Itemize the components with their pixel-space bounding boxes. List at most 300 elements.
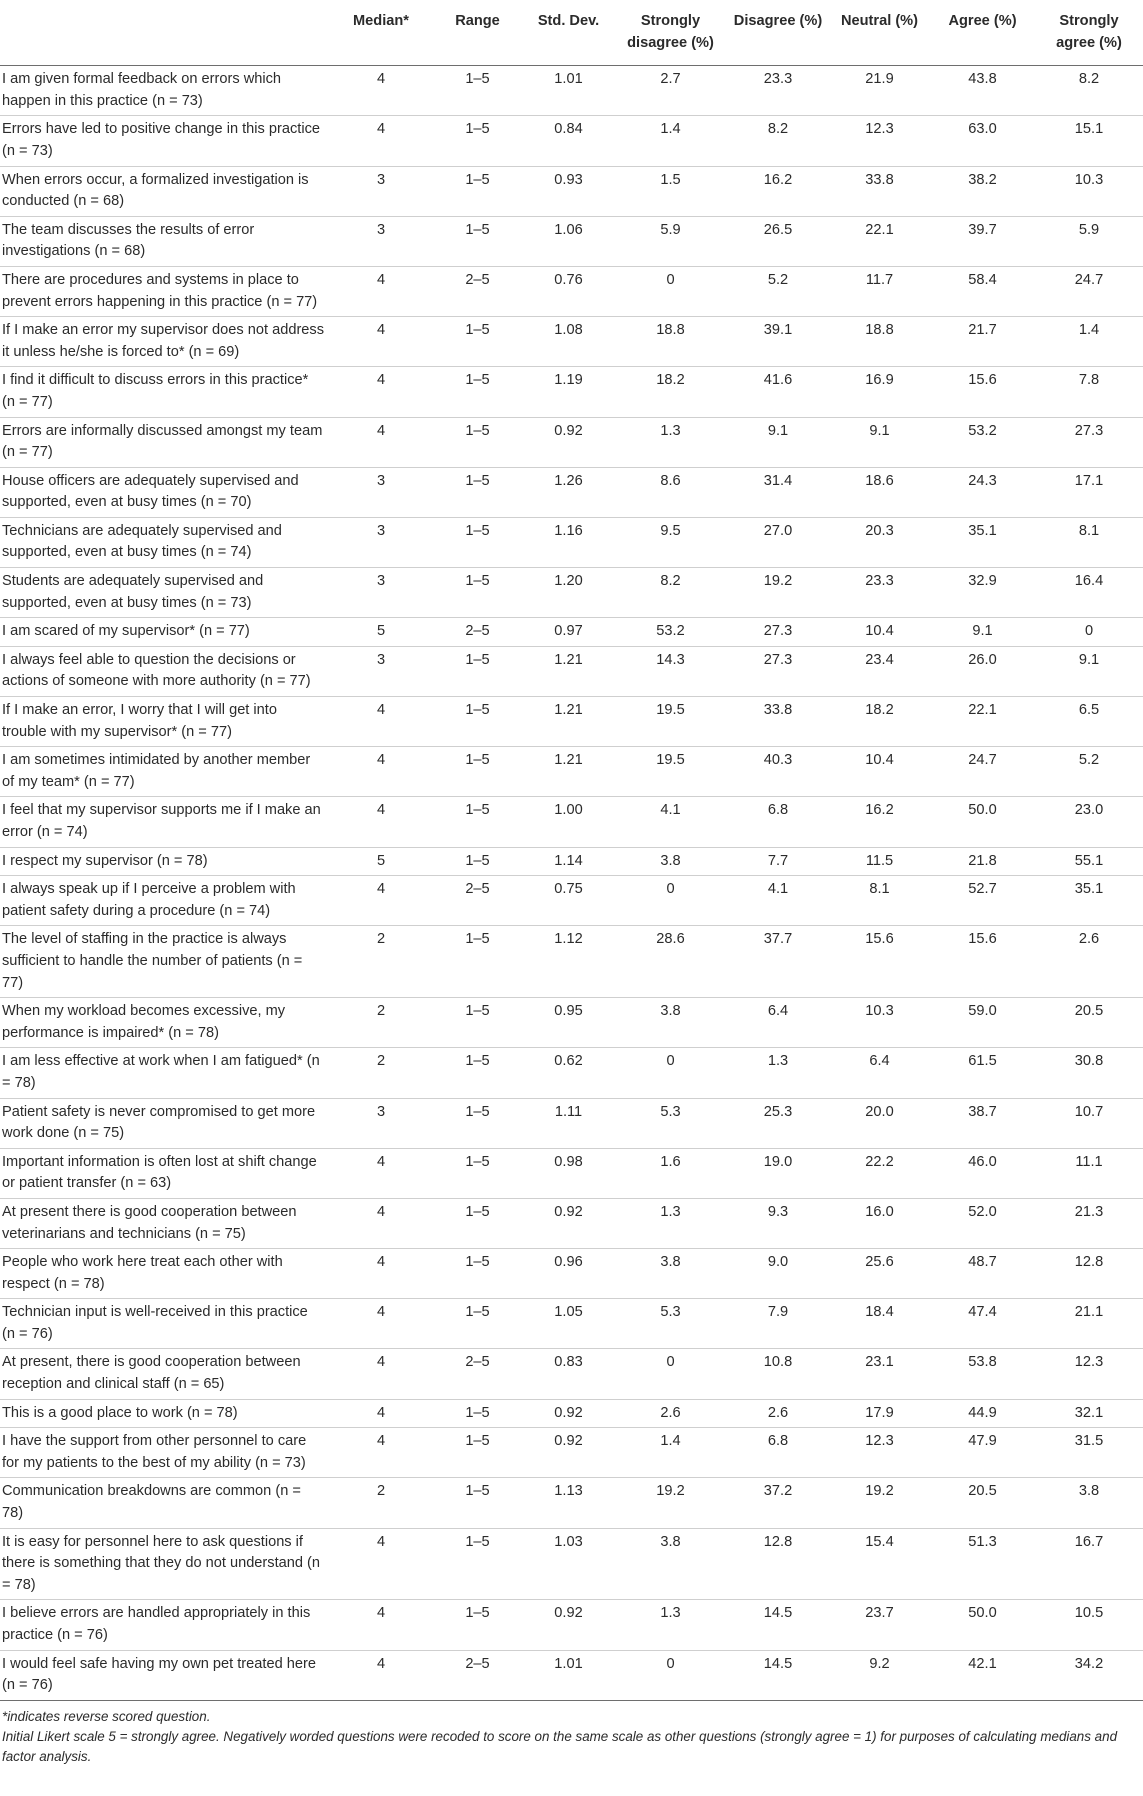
std-dev-cell: 0.93 bbox=[523, 166, 614, 216]
std-dev-cell: 1.01 bbox=[523, 1650, 614, 1700]
std-dev-cell: 0.83 bbox=[523, 1349, 614, 1399]
question-cell: I find it difficult to discuss errors in this practice* (n = 77) bbox=[0, 367, 330, 417]
agree-cell: 35.1 bbox=[930, 517, 1035, 567]
table-row bbox=[0, 876, 1143, 926]
range-cell: 1–5 bbox=[432, 1048, 523, 1098]
agree-cell: 39.7 bbox=[930, 216, 1035, 266]
agree-cell: 53.8 bbox=[930, 1349, 1035, 1399]
median-cell: 2 bbox=[330, 1048, 432, 1098]
std-dev-cell: 0.96 bbox=[523, 1249, 614, 1299]
strongly-agree-cell: 8.1 bbox=[1035, 517, 1143, 567]
range-cell: 1–5 bbox=[432, 1098, 523, 1148]
question-cell: Students are adequately supervised and supported, even at busy times (n = 73) bbox=[0, 568, 330, 618]
std-dev-cell: 1.00 bbox=[523, 797, 614, 847]
range-cell: 1–5 bbox=[432, 1428, 523, 1478]
std-dev-cell: 1.21 bbox=[523, 646, 614, 696]
table-row bbox=[0, 266, 1143, 316]
neutral-cell: 8.1 bbox=[829, 876, 930, 926]
table-header bbox=[0, 0, 1143, 66]
median-cell: 3 bbox=[330, 517, 432, 567]
disagree-cell: 41.6 bbox=[727, 367, 829, 417]
std-dev-cell: 0.92 bbox=[523, 1198, 614, 1248]
median-cell: 4 bbox=[330, 797, 432, 847]
strongly-agree-cell: 31.5 bbox=[1035, 1428, 1143, 1478]
median-cell: 4 bbox=[330, 317, 432, 367]
strongly-disagree-cell: 1.4 bbox=[614, 116, 727, 166]
neutral-cell: 15.4 bbox=[829, 1528, 930, 1600]
strongly-agree-cell: 10.7 bbox=[1035, 1098, 1143, 1148]
question-header bbox=[0, 0, 330, 66]
disagree-cell: 37.7 bbox=[727, 926, 829, 998]
neutral-cell: 9.2 bbox=[829, 1650, 930, 1700]
neutral-cell: 18.6 bbox=[829, 467, 930, 517]
strongly-disagree-cell: 8.2 bbox=[614, 568, 727, 618]
strongly-disagree-cell: 8.6 bbox=[614, 467, 727, 517]
std-dev-cell: 1.06 bbox=[523, 216, 614, 266]
std-dev-cell: 0.92 bbox=[523, 417, 614, 467]
disagree-cell: 12.8 bbox=[727, 1528, 829, 1600]
likert-scale-note: Initial Likert scale 5 = strongly agree. Negatively worded questions were recoded to score on the same scale as other questions (strongly agree = 1) for purposes of calculating medians and factor analysis. bbox=[2, 1728, 1118, 1764]
disagree-cell: 40.3 bbox=[727, 747, 829, 797]
table-row bbox=[0, 317, 1143, 367]
agree-cell: 50.0 bbox=[930, 797, 1035, 847]
neutral-cell: 10.4 bbox=[829, 747, 930, 797]
std-dev-cell: 1.14 bbox=[523, 847, 614, 876]
median-cell: 4 bbox=[330, 116, 432, 166]
agree-cell: 15.6 bbox=[930, 926, 1035, 998]
table-row bbox=[0, 166, 1143, 216]
neutral-cell: 9.1 bbox=[829, 417, 930, 467]
strongly-agree-cell: 11.1 bbox=[1035, 1148, 1143, 1198]
question-cell: House officers are adequately supervised and supported, even at busy times (n = 70) bbox=[0, 467, 330, 517]
neutral-cell: 18.2 bbox=[829, 697, 930, 747]
agree-cell: 59.0 bbox=[930, 998, 1035, 1048]
table-body bbox=[0, 66, 1143, 1701]
neutral-header: Neutral (%) bbox=[829, 0, 930, 66]
neutral-cell: 18.4 bbox=[829, 1299, 930, 1349]
std-dev-cell: 1.03 bbox=[523, 1528, 614, 1600]
table-row bbox=[0, 697, 1143, 747]
disagree-cell: 14.5 bbox=[727, 1650, 829, 1700]
strongly-agree-cell: 9.1 bbox=[1035, 646, 1143, 696]
agree-header: Agree (%) bbox=[930, 0, 1035, 66]
strongly-agree-cell: 12.8 bbox=[1035, 1249, 1143, 1299]
std-dev-cell: 1.01 bbox=[523, 66, 614, 116]
neutral-cell: 12.3 bbox=[829, 1428, 930, 1478]
strongly-agree-header: Strongly agree (%) bbox=[1035, 0, 1143, 66]
neutral-cell: 10.4 bbox=[829, 618, 930, 647]
disagree-cell: 7.9 bbox=[727, 1299, 829, 1349]
strongly-agree-cell: 24.7 bbox=[1035, 266, 1143, 316]
strongly-agree-cell: 21.3 bbox=[1035, 1198, 1143, 1248]
median-cell: 4 bbox=[330, 1600, 432, 1650]
strongly-agree-cell: 8.2 bbox=[1035, 66, 1143, 116]
median-cell: 4 bbox=[330, 367, 432, 417]
agree-cell: 9.1 bbox=[930, 618, 1035, 647]
range-cell: 2–5 bbox=[432, 618, 523, 647]
agree-cell: 47.9 bbox=[930, 1428, 1035, 1478]
neutral-cell: 22.1 bbox=[829, 216, 930, 266]
strongly-agree-cell: 5.2 bbox=[1035, 747, 1143, 797]
neutral-cell: 11.5 bbox=[829, 847, 930, 876]
disagree-cell: 2.6 bbox=[727, 1399, 829, 1428]
strongly-agree-cell: 55.1 bbox=[1035, 847, 1143, 876]
table-row bbox=[0, 797, 1143, 847]
std-dev-cell: 0.92 bbox=[523, 1428, 614, 1478]
strongly-agree-cell: 21.1 bbox=[1035, 1299, 1143, 1349]
question-cell: I am sometimes intimidated by another member of my team* (n = 77) bbox=[0, 747, 330, 797]
table-row bbox=[0, 517, 1143, 567]
strongly-disagree-cell: 5.9 bbox=[614, 216, 727, 266]
header-row bbox=[0, 0, 1143, 66]
agree-cell: 51.3 bbox=[930, 1528, 1035, 1600]
disagree-cell: 6.8 bbox=[727, 1428, 829, 1478]
median-cell: 5 bbox=[330, 847, 432, 876]
agree-cell: 48.7 bbox=[930, 1249, 1035, 1299]
strongly-disagree-cell: 53.2 bbox=[614, 618, 727, 647]
std-dev-cell: 0.92 bbox=[523, 1600, 614, 1650]
table-row bbox=[0, 646, 1143, 696]
agree-cell: 43.8 bbox=[930, 66, 1035, 116]
range-cell: 1–5 bbox=[432, 998, 523, 1048]
strongly-disagree-cell: 0 bbox=[614, 266, 727, 316]
strongly-disagree-cell: 1.6 bbox=[614, 1148, 727, 1198]
agree-cell: 20.5 bbox=[930, 1478, 1035, 1528]
median-cell: 4 bbox=[330, 266, 432, 316]
median-cell: 4 bbox=[330, 697, 432, 747]
range-header: Range bbox=[432, 0, 523, 66]
median-cell: 4 bbox=[330, 1249, 432, 1299]
disagree-cell: 19.0 bbox=[727, 1148, 829, 1198]
range-cell: 1–5 bbox=[432, 1478, 523, 1528]
disagree-cell: 10.8 bbox=[727, 1349, 829, 1399]
agree-cell: 63.0 bbox=[930, 116, 1035, 166]
strongly-disagree-cell: 5.3 bbox=[614, 1098, 727, 1148]
range-cell: 1–5 bbox=[432, 847, 523, 876]
neutral-cell: 15.6 bbox=[829, 926, 930, 998]
agree-cell: 21.7 bbox=[930, 317, 1035, 367]
strongly-disagree-cell: 5.3 bbox=[614, 1299, 727, 1349]
question-cell: It is easy for personnel here to ask questions if there is something that they do not understand (n = 78) bbox=[0, 1528, 330, 1600]
neutral-cell: 33.8 bbox=[829, 166, 930, 216]
strongly-agree-cell: 0 bbox=[1035, 618, 1143, 647]
table-row bbox=[0, 417, 1143, 467]
table-row bbox=[0, 1399, 1143, 1428]
range-cell: 1–5 bbox=[432, 797, 523, 847]
agree-cell: 22.1 bbox=[930, 697, 1035, 747]
agree-cell: 32.9 bbox=[930, 568, 1035, 618]
disagree-cell: 5.2 bbox=[727, 266, 829, 316]
strongly-disagree-cell: 0 bbox=[614, 1048, 727, 1098]
strongly-disagree-cell: 19.5 bbox=[614, 697, 727, 747]
question-cell: People who work here treat each other with respect (n = 78) bbox=[0, 1249, 330, 1299]
table-row bbox=[0, 467, 1143, 517]
strongly-agree-cell: 32.1 bbox=[1035, 1399, 1143, 1428]
disagree-cell: 16.2 bbox=[727, 166, 829, 216]
disagree-cell: 7.7 bbox=[727, 847, 829, 876]
neutral-cell: 22.2 bbox=[829, 1148, 930, 1198]
range-cell: 1–5 bbox=[432, 116, 523, 166]
disagree-cell: 9.0 bbox=[727, 1249, 829, 1299]
question-cell: I have the support from other personnel to care for my patients to the best of my ability (n = 73) bbox=[0, 1428, 330, 1478]
question-cell: When errors occur, a formalized investigation is conducted (n = 68) bbox=[0, 166, 330, 216]
median-cell: 4 bbox=[330, 1299, 432, 1349]
strongly-agree-cell: 2.6 bbox=[1035, 926, 1143, 998]
table-row bbox=[0, 116, 1143, 166]
median-cell: 3 bbox=[330, 568, 432, 618]
std-dev-cell: 1.26 bbox=[523, 467, 614, 517]
question-cell: Technician input is well-received in this practice (n = 76) bbox=[0, 1299, 330, 1349]
question-cell: At present there is good cooperation between veterinarians and technicians (n = 75) bbox=[0, 1198, 330, 1248]
neutral-cell: 16.0 bbox=[829, 1198, 930, 1248]
table-row bbox=[0, 618, 1143, 647]
neutral-cell: 17.9 bbox=[829, 1399, 930, 1428]
neutral-cell: 25.6 bbox=[829, 1249, 930, 1299]
range-cell: 2–5 bbox=[432, 1650, 523, 1700]
agree-cell: 24.7 bbox=[930, 747, 1035, 797]
disagree-cell: 26.5 bbox=[727, 216, 829, 266]
disagree-cell: 9.3 bbox=[727, 1198, 829, 1248]
question-cell: At present, there is good cooperation between reception and clinical staff (n = 65) bbox=[0, 1349, 330, 1399]
median-header: Median* bbox=[330, 0, 432, 66]
strongly-disagree-cell: 3.8 bbox=[614, 998, 727, 1048]
range-cell: 1–5 bbox=[432, 1148, 523, 1198]
strongly-disagree-cell: 1.3 bbox=[614, 1600, 727, 1650]
neutral-cell: 20.0 bbox=[829, 1098, 930, 1148]
range-cell: 1–5 bbox=[432, 926, 523, 998]
std-dev-cell: 0.95 bbox=[523, 998, 614, 1048]
agree-cell: 15.6 bbox=[930, 367, 1035, 417]
disagree-cell: 9.1 bbox=[727, 417, 829, 467]
table-row bbox=[0, 1650, 1143, 1700]
median-cell: 4 bbox=[330, 1428, 432, 1478]
strongly-agree-cell: 3.8 bbox=[1035, 1478, 1143, 1528]
range-cell: 1–5 bbox=[432, 1528, 523, 1600]
table-row bbox=[0, 1048, 1143, 1098]
agree-cell: 58.4 bbox=[930, 266, 1035, 316]
neutral-cell: 18.8 bbox=[829, 317, 930, 367]
std-dev-cell: 1.08 bbox=[523, 317, 614, 367]
table-row bbox=[0, 216, 1143, 266]
strongly-agree-cell: 34.2 bbox=[1035, 1650, 1143, 1700]
std-dev-cell: 1.12 bbox=[523, 926, 614, 998]
question-cell: Communication breakdowns are common (n = 78) bbox=[0, 1478, 330, 1528]
disagree-cell: 23.3 bbox=[727, 66, 829, 116]
strongly-agree-cell: 16.7 bbox=[1035, 1528, 1143, 1600]
agree-cell: 46.0 bbox=[930, 1148, 1035, 1198]
neutral-cell: 16.9 bbox=[829, 367, 930, 417]
disagree-cell: 27.3 bbox=[727, 646, 829, 696]
table-row bbox=[0, 1600, 1143, 1650]
strongly-disagree-cell: 28.6 bbox=[614, 926, 727, 998]
strongly-disagree-cell: 0 bbox=[614, 876, 727, 926]
range-cell: 1–5 bbox=[432, 697, 523, 747]
table-row bbox=[0, 568, 1143, 618]
strongly-disagree-cell: 9.5 bbox=[614, 517, 727, 567]
table-row bbox=[0, 66, 1143, 116]
median-cell: 3 bbox=[330, 216, 432, 266]
question-cell: I would feel safe having my own pet treated here (n = 76) bbox=[0, 1650, 330, 1700]
median-cell: 3 bbox=[330, 646, 432, 696]
median-cell: 4 bbox=[330, 1528, 432, 1600]
reverse-score-note: *indicates reverse scored question. bbox=[2, 1708, 211, 1724]
question-cell: Errors are informally discussed amongst my team (n = 77) bbox=[0, 417, 330, 467]
std-dev-cell: 1.21 bbox=[523, 697, 614, 747]
strongly-agree-cell: 5.9 bbox=[1035, 216, 1143, 266]
table-row bbox=[0, 367, 1143, 417]
disagree-cell: 6.8 bbox=[727, 797, 829, 847]
strongly-agree-cell: 23.0 bbox=[1035, 797, 1143, 847]
median-cell: 4 bbox=[330, 1349, 432, 1399]
std-dev-header: Std. Dev. bbox=[523, 0, 614, 66]
strongly-disagree-cell: 14.3 bbox=[614, 646, 727, 696]
disagree-cell: 25.3 bbox=[727, 1098, 829, 1148]
std-dev-cell: 1.05 bbox=[523, 1299, 614, 1349]
table-row bbox=[0, 1148, 1143, 1198]
std-dev-cell: 0.62 bbox=[523, 1048, 614, 1098]
strongly-disagree-cell: 18.8 bbox=[614, 317, 727, 367]
strongly-agree-cell: 27.3 bbox=[1035, 417, 1143, 467]
table-row bbox=[0, 1428, 1143, 1478]
disagree-cell: 8.2 bbox=[727, 116, 829, 166]
median-cell: 4 bbox=[330, 66, 432, 116]
neutral-cell: 11.7 bbox=[829, 266, 930, 316]
agree-cell: 26.0 bbox=[930, 646, 1035, 696]
std-dev-cell: 1.16 bbox=[523, 517, 614, 567]
range-cell: 1–5 bbox=[432, 1198, 523, 1248]
disagree-cell: 19.2 bbox=[727, 568, 829, 618]
range-cell: 1–5 bbox=[432, 747, 523, 797]
table-row bbox=[0, 1098, 1143, 1148]
median-cell: 4 bbox=[330, 1148, 432, 1198]
disagree-cell: 27.0 bbox=[727, 517, 829, 567]
range-cell: 1–5 bbox=[432, 646, 523, 696]
table-row bbox=[0, 998, 1143, 1048]
range-cell: 1–5 bbox=[432, 367, 523, 417]
range-cell: 1–5 bbox=[432, 1299, 523, 1349]
question-cell: The team discusses the results of error investigations (n = 68) bbox=[0, 216, 330, 266]
strongly-disagree-cell: 3.8 bbox=[614, 847, 727, 876]
question-cell: I always feel able to question the decisions or actions of someone with more authority (n = 77) bbox=[0, 646, 330, 696]
table-row bbox=[0, 847, 1143, 876]
std-dev-cell: 1.21 bbox=[523, 747, 614, 797]
strongly-disagree-cell: 2.6 bbox=[614, 1399, 727, 1428]
range-cell: 1–5 bbox=[432, 417, 523, 467]
question-cell: Errors have led to positive change in this practice (n = 73) bbox=[0, 116, 330, 166]
median-cell: 2 bbox=[330, 926, 432, 998]
std-dev-cell: 0.75 bbox=[523, 876, 614, 926]
strongly-agree-cell: 15.1 bbox=[1035, 116, 1143, 166]
table-row bbox=[0, 1198, 1143, 1248]
range-cell: 1–5 bbox=[432, 1249, 523, 1299]
table-row bbox=[0, 1349, 1143, 1399]
range-cell: 1–5 bbox=[432, 166, 523, 216]
range-cell: 1–5 bbox=[432, 467, 523, 517]
strongly-agree-cell: 16.4 bbox=[1035, 568, 1143, 618]
neutral-cell: 6.4 bbox=[829, 1048, 930, 1098]
question-cell: Important information is often lost at shift change or patient transfer (n = 63) bbox=[0, 1148, 330, 1198]
question-cell: If I make an error my supervisor does not address it unless he/she is forced to* (n = 69) bbox=[0, 317, 330, 367]
strongly-disagree-cell: 0 bbox=[614, 1349, 727, 1399]
question-cell: If I make an error, I worry that I will get into trouble with my supervisor* (n = 77) bbox=[0, 697, 330, 747]
table-row bbox=[0, 1299, 1143, 1349]
median-cell: 3 bbox=[330, 1098, 432, 1148]
strongly-disagree-cell: 1.4 bbox=[614, 1428, 727, 1478]
table-row bbox=[0, 1528, 1143, 1600]
question-cell: I am less effective at work when I am fatigued* (n = 78) bbox=[0, 1048, 330, 1098]
strongly-disagree-cell: 18.2 bbox=[614, 367, 727, 417]
table-row bbox=[0, 926, 1143, 998]
std-dev-cell: 0.97 bbox=[523, 618, 614, 647]
strongly-agree-cell: 20.5 bbox=[1035, 998, 1143, 1048]
strongly-agree-cell: 10.3 bbox=[1035, 166, 1143, 216]
table-row bbox=[0, 1478, 1143, 1528]
strongly-agree-cell: 12.3 bbox=[1035, 1349, 1143, 1399]
neutral-cell: 21.9 bbox=[829, 66, 930, 116]
neutral-cell: 23.4 bbox=[829, 646, 930, 696]
question-cell: This is a good place to work (n = 78) bbox=[0, 1399, 330, 1428]
neutral-cell: 23.7 bbox=[829, 1600, 930, 1650]
range-cell: 2–5 bbox=[432, 876, 523, 926]
std-dev-cell: 1.19 bbox=[523, 367, 614, 417]
strongly-disagree-cell: 1.3 bbox=[614, 1198, 727, 1248]
strongly-disagree-cell: 1.5 bbox=[614, 166, 727, 216]
question-cell: I am given formal feedback on errors which happen in this practice (n = 73) bbox=[0, 66, 330, 116]
strongly-disagree-cell: 3.8 bbox=[614, 1528, 727, 1600]
strongly-agree-cell: 35.1 bbox=[1035, 876, 1143, 926]
agree-cell: 42.1 bbox=[930, 1650, 1035, 1700]
disagree-cell: 1.3 bbox=[727, 1048, 829, 1098]
disagree-cell: 37.2 bbox=[727, 1478, 829, 1528]
median-cell: 4 bbox=[330, 1198, 432, 1248]
question-cell: There are procedures and systems in place to prevent errors happening in this practice (n = 77) bbox=[0, 266, 330, 316]
strongly-agree-cell: 30.8 bbox=[1035, 1048, 1143, 1098]
question-cell: The level of staffing in the practice is always sufficient to handle the number of patients (n = 77) bbox=[0, 926, 330, 998]
agree-cell: 38.2 bbox=[930, 166, 1035, 216]
range-cell: 1–5 bbox=[432, 216, 523, 266]
range-cell: 1–5 bbox=[432, 568, 523, 618]
disagree-cell: 4.1 bbox=[727, 876, 829, 926]
range-cell: 2–5 bbox=[432, 1349, 523, 1399]
agree-cell: 47.4 bbox=[930, 1299, 1035, 1349]
table-row bbox=[0, 747, 1143, 797]
strongly-disagree-cell: 2.7 bbox=[614, 66, 727, 116]
disagree-cell: 6.4 bbox=[727, 998, 829, 1048]
strongly-agree-cell: 7.8 bbox=[1035, 367, 1143, 417]
neutral-cell: 19.2 bbox=[829, 1478, 930, 1528]
table-footnotes bbox=[0, 1701, 1143, 1767]
median-cell: 2 bbox=[330, 1478, 432, 1528]
strongly-agree-cell: 6.5 bbox=[1035, 697, 1143, 747]
disagree-cell: 31.4 bbox=[727, 467, 829, 517]
question-cell: I am scared of my supervisor* (n = 77) bbox=[0, 618, 330, 647]
disagree-cell: 33.8 bbox=[727, 697, 829, 747]
disagree-cell: 27.3 bbox=[727, 618, 829, 647]
strongly-disagree-cell: 1.3 bbox=[614, 417, 727, 467]
std-dev-cell: 0.76 bbox=[523, 266, 614, 316]
agree-cell: 53.2 bbox=[930, 417, 1035, 467]
question-cell: When my workload becomes excessive, my performance is impaired* (n = 78) bbox=[0, 998, 330, 1048]
agree-cell: 52.0 bbox=[930, 1198, 1035, 1248]
agree-cell: 38.7 bbox=[930, 1098, 1035, 1148]
neutral-cell: 16.2 bbox=[829, 797, 930, 847]
question-cell: I respect my supervisor (n = 78) bbox=[0, 847, 330, 876]
neutral-cell: 23.1 bbox=[829, 1349, 930, 1399]
agree-cell: 21.8 bbox=[930, 847, 1035, 876]
std-dev-cell: 1.13 bbox=[523, 1478, 614, 1528]
median-cell: 4 bbox=[330, 1650, 432, 1700]
std-dev-cell: 0.84 bbox=[523, 116, 614, 166]
